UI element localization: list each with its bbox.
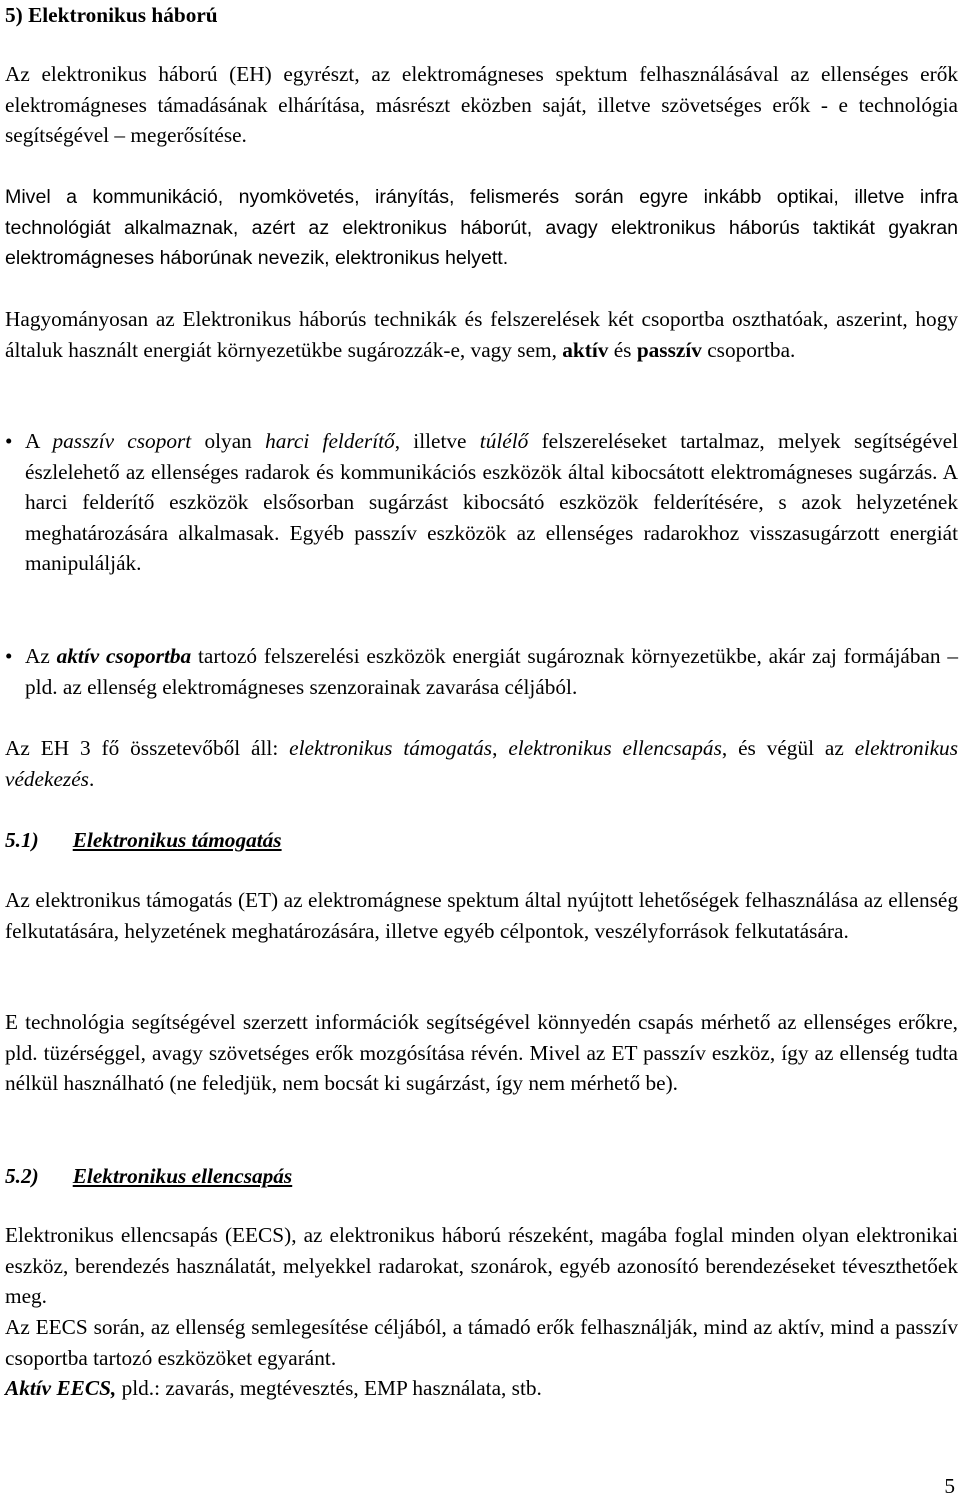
term-harci-felderito: harci felderítő bbox=[265, 429, 395, 453]
section-heading-5-1: 5.1) Elektronikus támogatás bbox=[5, 828, 282, 852]
term-vedekezes: elektronikus védekezés bbox=[5, 736, 958, 791]
paragraph-active-eecs: Aktív EECS, pld.: zavarás, megtévesztés, EMP használata, stb. bbox=[5, 1376, 542, 1400]
paragraph-eh-definition: Az elektronikus háború (EH) egyrészt, az elektromágneses spektum felhasználásával az ellenséges erők elektromágneses támadásának elhárítása, másrészt eközben saját, illetve szövetséges erők - e technológia segítségével – megerősítése. bbox=[5, 62, 958, 148]
paragraph-et-usage: E technológia segítségével szerzett információk segítségével könnyedén csapás mérhető az ellenséges erőkre, pld. tüzérséggel, avagy szövetséges erők mozgósítása révén. Mivel az ET passzív eszköz, így az ellenség tudta nélkül használható (ne feledjük, nem bocsát ki sugárzást, így nem mérhető be). bbox=[5, 1010, 958, 1096]
term-passziv-csoport: passzív csoport bbox=[52, 429, 192, 453]
page-number: 5 bbox=[944, 1474, 955, 1498]
paragraph-et-definition: Az elektronikus támogatás (ET) az elektromágnese spektum által nyújtott lehetőségek felhasználása az ellenség felkutatására, helyzetének meghatározására, illetve egyéb célpontok, veszélyforrások felkutatására. bbox=[5, 888, 958, 943]
bullet-icon: • bbox=[5, 644, 13, 668]
bullet-passive-group: A passzív csoport olyan harci felderítő, illetve túlélő felszereléseket tartalmaz, melyek segítségével észlelehető az ellenséges radarok és kommunikációs eszközök által kibocsátott elektromágneses sugárzás. A harci felderítő eszközök elsősorban sugárzást kibocsátó eszközök felderítésére, s azok helyzetének meghatározására alkalmasak. Egyéb passzív eszközök az ellenséges radarokhoz visszasugárzott energiát manipulálják. bbox=[25, 429, 959, 576]
section-heading-5-2: 5.2) Elektronikus ellencsapás bbox=[5, 1164, 293, 1188]
paragraph-groups: Hagyományosan az Elektronikus háborús technikák és felszerelések két csoportba oszthatóak, aszerint, hogy általuk használt energiát környezetükbe sugározzák-e, vagy sem, aktív és passzív csoportba. bbox=[5, 307, 958, 362]
bullet-icon: • bbox=[5, 429, 13, 453]
term-aktiv: aktív bbox=[562, 337, 609, 362]
term-aktiv-csoportba: aktív csoportba bbox=[56, 644, 192, 668]
paragraph-components: Az EH 3 fő összetevőből áll: elektronikus támogatás, elektronikus ellencsapás, és végül az elektronikus védekezés. bbox=[5, 736, 958, 791]
term-tamogatas: elektronikus támogatás bbox=[289, 736, 493, 760]
term-aktiv-eecs: Aktív EECS, bbox=[5, 1376, 117, 1400]
term-tulelo: túlélő bbox=[479, 429, 529, 453]
bullet-active-group: Az aktív csoportba tartozó felszerelési eszközök energiát sugároznak környezetükbe, akár zaj formájában – pld. az ellenség elektromágneses szenzorainak zavarása céljából. bbox=[25, 644, 958, 699]
term-ellencsapas: elektronikus ellencsapás bbox=[508, 736, 722, 760]
term-passziv: passzív bbox=[636, 337, 702, 362]
section-heading-5: 5) Elektronikus háború bbox=[5, 3, 218, 27]
paragraph-eecs-usage: Az EECS során, az ellenség semlegesítése céljából, a támadó erők felhasználják, mind az aktív, mind a passzív csoportba tartozó eszközöket egyaránt. bbox=[5, 1315, 958, 1370]
paragraph-optical-infra: Mivel a kommunikáció, nyomkövetés, irányítás, felismerés során egyre inkább optikai, illetve infra technológiát alkalmaznak, azért az elektronikus háborút, avagy elektronikus háborús taktikát gyakran elektromágneses háborúnak nevezik, elektronikus helyett. bbox=[5, 186, 958, 270]
paragraph-eecs-definition: Elektronikus ellencsapás (EECS), az elektronikus háború részeként, magába foglal minden olyan elektronikai eszköz, berendezés használatát, melyekkel radarokat, szonárok, egyéb azonosító berendezéseket téveszthetőek meg. bbox=[5, 1223, 958, 1309]
